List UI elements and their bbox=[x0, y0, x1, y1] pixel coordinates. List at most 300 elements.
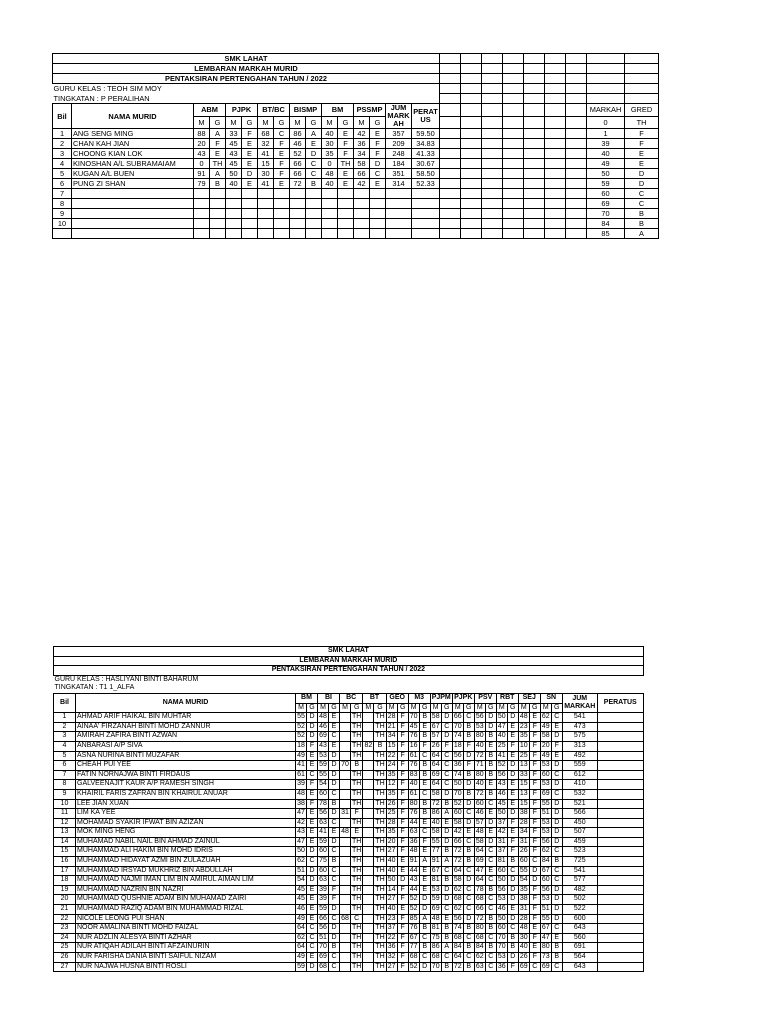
grade-cell: E bbox=[551, 751, 562, 761]
mark-cell bbox=[363, 895, 374, 905]
grade-cell: B bbox=[351, 761, 363, 771]
mark-cell bbox=[340, 837, 351, 847]
mark-cell: 49 bbox=[296, 914, 307, 924]
mark-cell: 66 bbox=[452, 713, 463, 723]
mark-cell bbox=[363, 837, 374, 847]
empty-cell bbox=[545, 149, 566, 159]
empty-cell bbox=[545, 54, 566, 64]
grade-cell: F bbox=[529, 818, 540, 828]
mark-cell bbox=[322, 189, 338, 199]
empty-cell bbox=[503, 64, 524, 74]
grade-cell: D bbox=[507, 953, 518, 963]
grade-cell: B bbox=[419, 924, 430, 934]
grade-cell: D bbox=[551, 885, 562, 895]
empty-cell bbox=[461, 219, 482, 229]
mark-cell: 10 bbox=[518, 741, 529, 751]
grade-cell: E bbox=[307, 828, 318, 838]
grade-cell bbox=[210, 189, 226, 199]
mark-cell: 88 bbox=[194, 129, 210, 139]
mark-cell bbox=[340, 943, 351, 953]
grade-cell: B bbox=[441, 933, 452, 943]
mark-cell bbox=[322, 199, 338, 209]
grade-letter-value: F bbox=[625, 129, 659, 139]
grade-cell: F bbox=[397, 751, 408, 761]
row-number: 25 bbox=[54, 943, 76, 953]
grade-cell: F bbox=[529, 780, 540, 790]
row-number: 6 bbox=[53, 179, 72, 189]
student-row bbox=[54, 847, 644, 857]
mark-cell: 60 bbox=[318, 847, 329, 857]
mark-cell: 56 bbox=[318, 924, 329, 934]
col-subject: M3 bbox=[408, 693, 430, 703]
grade-cell: D bbox=[441, 837, 452, 847]
mark-cell: 25 bbox=[496, 741, 507, 751]
empty-cell bbox=[524, 229, 545, 239]
mark-cell: 75 bbox=[430, 933, 441, 943]
grade-letter-value: C bbox=[625, 199, 659, 209]
mark-cell: 40 bbox=[518, 943, 529, 953]
grade-cell: C bbox=[507, 866, 518, 876]
total-cell: 577 bbox=[562, 876, 597, 886]
student-row bbox=[54, 799, 644, 809]
empty-cell bbox=[503, 129, 524, 139]
grade-cell: C bbox=[307, 933, 318, 943]
student-row bbox=[54, 828, 644, 838]
grade-cell: E bbox=[351, 828, 363, 838]
grade-cell: D bbox=[306, 149, 322, 159]
mark-cell bbox=[340, 780, 351, 790]
grade-cell: TH bbox=[374, 876, 386, 886]
student-row bbox=[54, 751, 644, 761]
grade-cell: F bbox=[370, 139, 386, 149]
grade-cell: E bbox=[307, 905, 318, 915]
mark-cell: 50 bbox=[496, 914, 507, 924]
mark-cell: 58 bbox=[540, 732, 551, 742]
class-teacher: GURU KELAS : TEOH SIM MOY bbox=[53, 84, 162, 94]
col-subject: PJPK bbox=[452, 693, 474, 703]
grade-cell: C bbox=[419, 933, 430, 943]
mark-cell: 46 bbox=[318, 722, 329, 732]
mark-cell: 78 bbox=[318, 799, 329, 809]
grade-cell: E bbox=[307, 914, 318, 924]
col-m: M bbox=[318, 703, 329, 713]
grade-cell: C bbox=[441, 722, 452, 732]
col-m: M bbox=[474, 703, 485, 713]
grade-cell: B bbox=[419, 732, 430, 742]
col-g: G bbox=[370, 116, 386, 129]
grade-cell: E bbox=[507, 905, 518, 915]
grade-cell: C bbox=[351, 914, 363, 924]
student-name: AMIRAH ZAFIRA BINTI AZWAN bbox=[76, 732, 296, 742]
total-cell: 564 bbox=[562, 953, 597, 963]
grade-cell: E bbox=[507, 828, 518, 838]
grade-cell: B bbox=[374, 741, 386, 751]
student-name bbox=[72, 199, 194, 209]
student-name: NUR FARISHA DANIA BINTI SAIFUL NIZAM bbox=[76, 953, 296, 963]
empty-cell bbox=[503, 74, 524, 84]
empty-cell bbox=[440, 189, 461, 199]
grade-cell bbox=[274, 189, 290, 199]
grade-cell: TH bbox=[351, 924, 363, 934]
grade-cell: TH bbox=[374, 953, 386, 963]
mark-cell: 47 bbox=[296, 809, 307, 819]
grade-cell: F bbox=[441, 741, 452, 751]
mark-cell bbox=[363, 943, 374, 953]
grade-cell: B bbox=[485, 943, 496, 953]
grade-cell: F bbox=[419, 741, 430, 751]
row-number: 8 bbox=[53, 199, 72, 209]
grade-cell: D bbox=[329, 780, 340, 790]
grade-cell: D bbox=[507, 770, 518, 780]
grade-cell: A bbox=[210, 129, 226, 139]
percent-cell bbox=[412, 209, 440, 219]
grade-cell bbox=[274, 209, 290, 219]
mark-cell: 55 bbox=[296, 713, 307, 723]
grade-cell: C bbox=[551, 789, 562, 799]
grade-cell: D bbox=[307, 713, 318, 723]
mark-cell: 38 bbox=[518, 809, 529, 819]
grade-cell: E bbox=[274, 149, 290, 159]
mark-cell: 26 bbox=[386, 799, 397, 809]
grade-cell: D bbox=[485, 818, 496, 828]
grade-cell: D bbox=[419, 905, 430, 915]
empty-cell bbox=[440, 74, 461, 84]
mark-cell bbox=[354, 189, 370, 199]
grade-cell: C bbox=[274, 129, 290, 139]
empty-cell bbox=[503, 199, 524, 209]
empty-cell bbox=[503, 169, 524, 179]
mark-cell: 76 bbox=[408, 761, 419, 771]
row-number: 9 bbox=[53, 209, 72, 219]
mark-cell: 49 bbox=[296, 751, 307, 761]
grade-cell: E bbox=[307, 885, 318, 895]
grade-cell: D bbox=[485, 713, 496, 723]
mark-cell: 58 bbox=[452, 818, 463, 828]
total-cell bbox=[386, 209, 412, 219]
grade-mark-value: 70 bbox=[587, 209, 625, 219]
grade-cell: C bbox=[419, 828, 430, 838]
row-number: 4 bbox=[54, 741, 76, 751]
col-m: M bbox=[354, 116, 370, 129]
mark-cell bbox=[194, 219, 210, 229]
mark-cell: 60 bbox=[318, 789, 329, 799]
mark-cell: 57 bbox=[430, 732, 441, 742]
mark-cell: 77 bbox=[408, 943, 419, 953]
mark-cell: 51 bbox=[296, 866, 307, 876]
grade-cell bbox=[370, 209, 386, 219]
student-name: ASNA NURINA BINTI MUZAFAR bbox=[76, 751, 296, 761]
mark-cell: 46 bbox=[496, 905, 507, 915]
mark-cell bbox=[363, 770, 374, 780]
mark-cell bbox=[258, 219, 274, 229]
grade-cell: F bbox=[397, 732, 408, 742]
mark-cell: 70 bbox=[496, 933, 507, 943]
empty-cell bbox=[440, 229, 461, 239]
mark-cell: 31 bbox=[518, 905, 529, 915]
student-row bbox=[54, 876, 644, 886]
grade-cell bbox=[306, 189, 322, 199]
grade-cell: E bbox=[529, 713, 540, 723]
mark-cell: 56 bbox=[496, 885, 507, 895]
mark-cell: 53 bbox=[318, 751, 329, 761]
mark-cell: 35 bbox=[518, 732, 529, 742]
total-cell: 643 bbox=[562, 924, 597, 934]
empty-cell bbox=[440, 139, 461, 149]
mark-cell: 59 bbox=[318, 837, 329, 847]
mark-cell: 34 bbox=[518, 828, 529, 838]
mark-cell: 60 bbox=[496, 924, 507, 934]
mark-cell: 34 bbox=[386, 732, 397, 742]
header-row bbox=[54, 684, 644, 693]
grade-cell: D bbox=[463, 799, 474, 809]
mark-cell: 50 bbox=[496, 876, 507, 886]
mark-cell: 43 bbox=[296, 828, 307, 838]
mark-cell: 63 bbox=[474, 962, 485, 972]
grade-cell: E bbox=[419, 818, 430, 828]
mark-cell: 48 bbox=[322, 169, 338, 179]
student-row bbox=[54, 866, 644, 876]
grade-cell: TH bbox=[351, 933, 363, 943]
header-row bbox=[53, 94, 659, 104]
grade-cell bbox=[306, 199, 322, 209]
empty-cell bbox=[461, 84, 482, 94]
empty-cell bbox=[482, 116, 503, 129]
grade-cell: C bbox=[329, 866, 340, 876]
mark-cell: 53 bbox=[540, 818, 551, 828]
grade-cell: C bbox=[551, 876, 562, 886]
mark-cell bbox=[363, 924, 374, 934]
mark-cell: 66 bbox=[354, 169, 370, 179]
row-number: 21 bbox=[54, 905, 76, 915]
mark-cell bbox=[340, 799, 351, 809]
grade-cell: C bbox=[485, 895, 496, 905]
percent-cell bbox=[597, 847, 643, 857]
empty-cell bbox=[545, 159, 566, 169]
grade-cell: C bbox=[485, 876, 496, 886]
grade-cell: E bbox=[274, 179, 290, 189]
mark-cell: 71 bbox=[474, 761, 485, 771]
grade-cell: E bbox=[551, 722, 562, 732]
grade-cell: B bbox=[485, 914, 496, 924]
mark-cell: 55 bbox=[430, 837, 441, 847]
empty-cell bbox=[524, 104, 545, 117]
mark-cell bbox=[340, 876, 351, 886]
grade-cell: D bbox=[329, 933, 340, 943]
mark-cell bbox=[354, 229, 370, 239]
grade-cell bbox=[306, 229, 322, 239]
grade-cell bbox=[210, 199, 226, 209]
grade-cell: TH bbox=[374, 866, 386, 876]
empty-cell bbox=[566, 116, 587, 129]
empty-cell bbox=[482, 139, 503, 149]
mark-cell: 77 bbox=[430, 847, 441, 857]
grade-cell: F bbox=[397, 914, 408, 924]
mark-cell: 80 bbox=[408, 799, 419, 809]
grade-cell: F bbox=[507, 741, 518, 751]
grade-cell: B bbox=[485, 885, 496, 895]
mark-cell: 28 bbox=[518, 818, 529, 828]
student-name: MUHAMMAD IRSYAD MUKHRIZ BIN ABDULLAH bbox=[76, 866, 296, 876]
mark-cell: 13 bbox=[518, 761, 529, 771]
grade-cell: F bbox=[242, 129, 258, 139]
empty-cell bbox=[524, 54, 545, 64]
mark-cell: 28 bbox=[386, 713, 397, 723]
grade-cell: D bbox=[551, 732, 562, 742]
mark-cell: 72 bbox=[474, 751, 485, 761]
empty-cell bbox=[545, 169, 566, 179]
mark-cell: 91 bbox=[194, 169, 210, 179]
col-name: NAMA MURID bbox=[72, 104, 194, 129]
percent-cell bbox=[597, 914, 643, 924]
percent-cell: 58.50 bbox=[412, 169, 440, 179]
empty-cell bbox=[461, 94, 482, 104]
mark-cell: 52 bbox=[452, 799, 463, 809]
mark-cell bbox=[363, 713, 374, 723]
col-m: M bbox=[363, 703, 374, 713]
mark-cell bbox=[363, 818, 374, 828]
grade-cell: B bbox=[441, 847, 452, 857]
empty-cell bbox=[440, 199, 461, 209]
mark-cell: 39 bbox=[318, 895, 329, 905]
mark-cell: 42 bbox=[496, 828, 507, 838]
mark-cell bbox=[340, 895, 351, 905]
mark-cell: 45 bbox=[296, 895, 307, 905]
mark-cell: 27 bbox=[386, 847, 397, 857]
grade-cell bbox=[370, 229, 386, 239]
grade-cell: B bbox=[551, 857, 562, 867]
empty-cell bbox=[587, 64, 625, 74]
student-row bbox=[54, 857, 644, 867]
mark-cell: 56 bbox=[474, 713, 485, 723]
grade-cell: E bbox=[329, 713, 340, 723]
mark-cell: 91 bbox=[408, 857, 419, 867]
grade-cell: B bbox=[329, 943, 340, 953]
grade-cell: F bbox=[529, 799, 540, 809]
mark-cell bbox=[354, 219, 370, 229]
grade-cell: C bbox=[551, 847, 562, 857]
percent-cell bbox=[597, 962, 643, 972]
percent-cell bbox=[597, 818, 643, 828]
total-cell: 600 bbox=[562, 914, 597, 924]
empty-cell bbox=[566, 54, 587, 64]
student-row bbox=[53, 139, 659, 149]
grade-cell: C bbox=[485, 905, 496, 915]
grade-cell: C bbox=[551, 770, 562, 780]
percent-cell bbox=[597, 722, 643, 732]
empty-cell bbox=[461, 104, 482, 117]
mark-cell: 61 bbox=[408, 789, 419, 799]
empty-cell bbox=[566, 74, 587, 84]
empty-cell bbox=[503, 209, 524, 219]
mark-cell: 53 bbox=[474, 722, 485, 732]
total-cell: 523 bbox=[562, 847, 597, 857]
student-name: GALVEENAJIT KAUR A/P RAMESH SINGH bbox=[76, 780, 296, 790]
grade-cell: F bbox=[397, 837, 408, 847]
grade-cell bbox=[274, 199, 290, 209]
grade-letter-value: D bbox=[625, 179, 659, 189]
student-name: MUHAMMAD HIDAYAT AZMI BIN ZULAZUAH bbox=[76, 857, 296, 867]
grade-cell: E bbox=[419, 876, 430, 886]
mark-cell bbox=[194, 209, 210, 219]
empty-cell bbox=[524, 129, 545, 139]
mark-cell: 37 bbox=[386, 924, 397, 934]
empty-cell bbox=[503, 94, 524, 104]
mark-cell: 40 bbox=[386, 905, 397, 915]
mark-cell bbox=[290, 189, 306, 199]
grade-cell: D bbox=[551, 914, 562, 924]
col-m: M bbox=[340, 703, 351, 713]
grade-mark-value: 1 bbox=[587, 129, 625, 139]
grade-cell: TH bbox=[351, 905, 363, 915]
percent-cell bbox=[597, 857, 643, 867]
grade-cell: E bbox=[242, 159, 258, 169]
grade-cell bbox=[242, 189, 258, 199]
col-g: G bbox=[338, 116, 354, 129]
empty-cell bbox=[503, 116, 524, 129]
mark-cell: 31 bbox=[518, 837, 529, 847]
empty-cell bbox=[566, 209, 587, 219]
mark-cell bbox=[340, 732, 351, 742]
grade-cell: TH bbox=[374, 713, 386, 723]
total-cell: 351 bbox=[386, 169, 412, 179]
empty-cell bbox=[566, 159, 587, 169]
mark-cell: 37 bbox=[496, 818, 507, 828]
student-name: KINOSHAN A/L SUBRAMAIAM bbox=[72, 159, 194, 169]
mark-cell: 55 bbox=[318, 770, 329, 780]
mark-cell: 30 bbox=[518, 933, 529, 943]
col-name: NAMA MURID bbox=[76, 693, 296, 712]
grade-cell: C bbox=[441, 751, 452, 761]
grade-cell: E bbox=[329, 741, 340, 751]
mark-cell: 40 bbox=[496, 732, 507, 742]
mark-cell: 84 bbox=[474, 943, 485, 953]
row-number: 18 bbox=[54, 876, 76, 886]
assessment-title: PENTAKSIRAN PERTENGAHAN TAHUN / 2022 bbox=[54, 666, 644, 676]
percent-cell bbox=[597, 741, 643, 751]
student-row bbox=[54, 885, 644, 895]
grade-cell: C bbox=[419, 789, 430, 799]
empty-cell bbox=[545, 189, 566, 199]
student-row bbox=[53, 229, 659, 239]
grade-cell: D bbox=[507, 713, 518, 723]
mark-cell bbox=[363, 876, 374, 886]
mark-cell: 85 bbox=[408, 914, 419, 924]
student-row bbox=[53, 129, 659, 139]
mark-cell: 74 bbox=[452, 770, 463, 780]
grade-cell: F bbox=[329, 895, 340, 905]
mark-cell: 53 bbox=[540, 895, 551, 905]
grade-cell: D bbox=[329, 905, 340, 915]
mark-cell bbox=[290, 209, 306, 219]
grade-cell: C bbox=[329, 914, 340, 924]
grade-cell: C bbox=[441, 780, 452, 790]
mark-cell: 40 bbox=[430, 818, 441, 828]
grade-cell: F bbox=[397, 933, 408, 943]
grade-cell: E bbox=[485, 780, 496, 790]
grade-cell: C bbox=[463, 933, 474, 943]
total-cell: 459 bbox=[562, 837, 597, 847]
mark-cell: 62 bbox=[452, 905, 463, 915]
mark-cell: 63 bbox=[318, 818, 329, 828]
grade-cell: B bbox=[485, 789, 496, 799]
student-row bbox=[54, 741, 644, 751]
mark-cell: 45 bbox=[496, 799, 507, 809]
grade-letter-value: B bbox=[625, 209, 659, 219]
mark-cell bbox=[340, 713, 351, 723]
percent-cell bbox=[597, 770, 643, 780]
grade-cell: C bbox=[329, 953, 340, 963]
grade-cell: F bbox=[529, 732, 540, 742]
